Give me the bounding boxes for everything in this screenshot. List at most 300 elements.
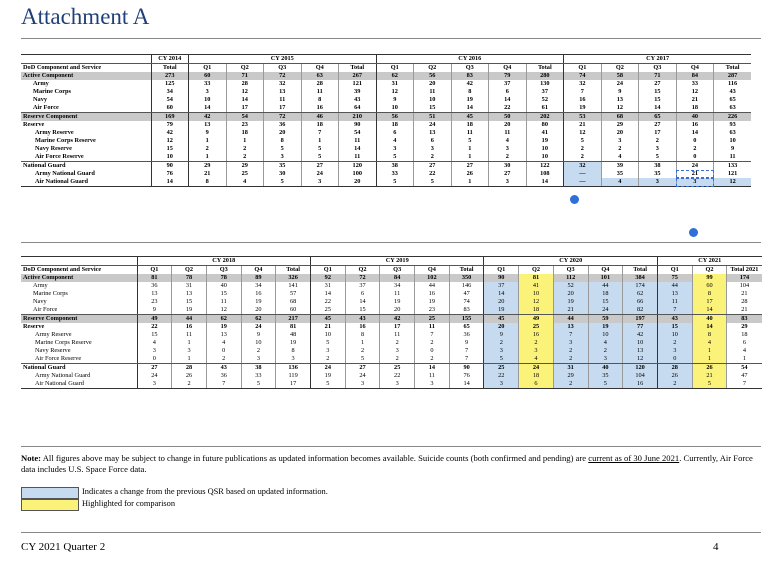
table-cell: 68 bbox=[276, 298, 311, 306]
table-cell: 34 bbox=[151, 88, 189, 96]
table-cell: 1 bbox=[451, 178, 489, 187]
column-header: Q3 bbox=[639, 64, 677, 73]
table-cell: 16 bbox=[172, 323, 207, 331]
column-header: Q1 bbox=[137, 266, 172, 275]
table-cell: 24 bbox=[588, 306, 623, 315]
table-cell: 11 bbox=[264, 96, 302, 104]
table-cell: 9 bbox=[601, 88, 639, 96]
table-cell: 37 bbox=[526, 88, 564, 96]
table-cell: 27 bbox=[451, 162, 489, 171]
table-cell: 11 bbox=[301, 88, 339, 96]
note-date: current as of 30 June 2021 bbox=[588, 453, 680, 463]
table-cell: 34 bbox=[380, 282, 415, 290]
table-cell: 6 bbox=[345, 290, 380, 298]
table-cell: 10 bbox=[714, 137, 752, 145]
table-cell: 2 bbox=[564, 145, 602, 153]
table-cell: 40 bbox=[206, 282, 241, 290]
table-cell: 42 bbox=[151, 129, 189, 137]
table-cell: 267 bbox=[339, 72, 377, 80]
table-cell: 14 bbox=[226, 96, 264, 104]
table-row bbox=[21, 72, 751, 80]
table-cell: 24 bbox=[414, 121, 452, 129]
table-cell: 37 bbox=[345, 282, 380, 290]
table-cell: 2 bbox=[414, 153, 452, 162]
table-cell: 12 bbox=[564, 129, 602, 137]
column-header: Total bbox=[623, 266, 658, 275]
table-cell: 18 bbox=[376, 121, 414, 129]
table-cell: 27 bbox=[639, 80, 677, 88]
table-cell: 10 bbox=[526, 145, 564, 153]
table-cell: 19 bbox=[276, 339, 311, 347]
table-cell: 21 bbox=[676, 170, 714, 178]
table-cell: 21 bbox=[553, 306, 588, 315]
table-cell: 15 bbox=[639, 88, 677, 96]
table-cell: 22 bbox=[380, 372, 415, 380]
table-cell: 2 bbox=[657, 380, 692, 389]
table-cell: 22 bbox=[137, 323, 172, 331]
column-header: Q2 bbox=[414, 64, 452, 73]
table-cell: 11 bbox=[451, 129, 489, 137]
table-cell: 2 bbox=[564, 153, 602, 162]
row-label: Marine Corps bbox=[33, 290, 68, 297]
table-cell: 104 bbox=[727, 282, 762, 290]
table-cell: 16 bbox=[564, 96, 602, 104]
table-cell: 18 bbox=[226, 129, 264, 137]
table-cell: 17 bbox=[639, 129, 677, 137]
table-cell: 42 bbox=[623, 331, 658, 339]
table-cell: 37 bbox=[489, 80, 527, 88]
table-cell: 10 bbox=[189, 96, 227, 104]
table-cell: 14 bbox=[151, 178, 189, 187]
column-header: Q1 bbox=[189, 64, 227, 73]
table-cell: 60 bbox=[151, 104, 189, 113]
table-cell: 133 bbox=[714, 162, 752, 171]
table-cell: 197 bbox=[623, 315, 658, 324]
table-cell: 27 bbox=[414, 162, 452, 171]
table-cell: 28 bbox=[301, 80, 339, 88]
selection-handle-icon[interactable] bbox=[570, 195, 579, 204]
row-label: Marine Corps bbox=[33, 88, 71, 95]
table-cell: 90 bbox=[339, 121, 377, 129]
table-cell: 12 bbox=[519, 298, 554, 306]
table-cell: 1 bbox=[189, 137, 227, 145]
table-cell: 17 bbox=[276, 380, 311, 389]
table-cell: 4 bbox=[727, 347, 762, 355]
table-cell: 26 bbox=[692, 364, 727, 373]
table-cell: 8 bbox=[451, 88, 489, 96]
legend-swatch-highlight bbox=[21, 499, 79, 511]
table-cell: 17 bbox=[264, 104, 302, 113]
table-cell: 2 bbox=[310, 355, 345, 364]
table-cell: 62 bbox=[241, 315, 276, 324]
table-cell: 2 bbox=[484, 339, 519, 347]
table-cell: 2 bbox=[380, 355, 415, 364]
year-header: CY 2017 bbox=[564, 55, 752, 64]
table-cell: 3 bbox=[484, 380, 519, 389]
table-cell: 3 bbox=[657, 347, 692, 355]
table-cell: 13 bbox=[264, 88, 302, 96]
row-label: Air Force Reserve bbox=[21, 355, 137, 364]
corner-cell bbox=[21, 257, 137, 266]
table-cell: 35 bbox=[639, 170, 677, 178]
table-cell: 26 bbox=[172, 372, 207, 380]
table-cell: 25 bbox=[519, 323, 554, 331]
table-cell: 71 bbox=[639, 72, 677, 80]
table-cell: 63 bbox=[714, 104, 752, 113]
table-cell: 1 bbox=[189, 153, 227, 162]
table-cell: 53 bbox=[564, 113, 602, 122]
table-cell: 125 bbox=[151, 80, 189, 88]
column-header-row bbox=[21, 64, 751, 73]
table-cell: 24 bbox=[310, 364, 345, 373]
table-cell: 122 bbox=[526, 162, 564, 171]
table-cell: 7 bbox=[449, 347, 484, 355]
corner-cell bbox=[21, 55, 151, 64]
table-cell: 19 bbox=[380, 298, 415, 306]
table-cell: 44 bbox=[588, 282, 623, 290]
table-cell: 5 bbox=[301, 145, 339, 153]
column-header: Q4 bbox=[676, 64, 714, 73]
row-label: Active Component bbox=[21, 72, 151, 80]
table-cell: 83 bbox=[449, 306, 484, 315]
table-row bbox=[21, 162, 751, 171]
footer-quarter: CY 2021 Quarter 2 bbox=[21, 541, 106, 553]
row-label: Army bbox=[33, 80, 49, 87]
table-cell: 13 bbox=[657, 290, 692, 298]
table-cell: 12 bbox=[151, 137, 189, 145]
table-cell: 65 bbox=[714, 96, 752, 104]
table-cell: 30 bbox=[489, 162, 527, 171]
table-cell: 2 bbox=[657, 339, 692, 347]
table-cell: 19 bbox=[526, 137, 564, 145]
table-cell: 273 bbox=[151, 72, 189, 80]
table-divider bbox=[21, 242, 761, 243]
table-cell: 68 bbox=[601, 113, 639, 122]
table-row bbox=[21, 323, 762, 331]
table-cell: 22 bbox=[484, 372, 519, 380]
table-cell: 45 bbox=[310, 315, 345, 324]
table-cell: 1 bbox=[727, 355, 762, 364]
table-cell: 35 bbox=[264, 162, 302, 171]
table-cell: 20 bbox=[553, 290, 588, 298]
table-cell: 12 bbox=[226, 88, 264, 96]
table-cell: 29 bbox=[601, 121, 639, 129]
table-cell: 3 bbox=[489, 145, 527, 153]
row-label: Marine Corps Reserve bbox=[35, 339, 92, 346]
table-cell: 7 bbox=[415, 331, 450, 339]
table-cell: 5 bbox=[564, 137, 602, 145]
row-label: Air National Guard bbox=[21, 380, 137, 389]
table-cell: 36 bbox=[264, 121, 302, 129]
table-cell: 11 bbox=[657, 298, 692, 306]
table-row bbox=[21, 145, 751, 153]
table-cell: 81 bbox=[519, 274, 554, 282]
table-cell: 3 bbox=[639, 178, 677, 187]
table-cell: 20 bbox=[241, 306, 276, 315]
table-row bbox=[21, 380, 762, 389]
page-number: 4 bbox=[713, 541, 719, 553]
table-cell: 1 bbox=[172, 339, 207, 347]
table-cell: 20 bbox=[484, 298, 519, 306]
table-cell: 10 bbox=[376, 104, 414, 113]
table-cell: 13 bbox=[189, 121, 227, 129]
table-row bbox=[21, 80, 751, 88]
column-header: Q1 bbox=[376, 64, 414, 73]
table-cell: 9 bbox=[241, 331, 276, 339]
selection-handle-icon[interactable] bbox=[689, 228, 698, 237]
table-cell: 24 bbox=[301, 170, 339, 178]
table-cell: 102 bbox=[415, 274, 450, 282]
table-cell: 54 bbox=[151, 96, 189, 104]
table-cell: 27 bbox=[639, 121, 677, 129]
table-cell: 40 bbox=[676, 113, 714, 122]
row-label: Air Force bbox=[21, 104, 151, 113]
table-cell: 19 bbox=[588, 323, 623, 331]
table-cell: 6 bbox=[727, 339, 762, 347]
table-cell: 32 bbox=[264, 80, 302, 88]
table-cell: 27 bbox=[489, 170, 527, 178]
table-cell: 44 bbox=[553, 315, 588, 324]
table-cell: — bbox=[564, 178, 602, 187]
table-cell: 38 bbox=[376, 162, 414, 171]
table-cell: 57 bbox=[276, 290, 311, 298]
table-cell: 19 bbox=[415, 298, 450, 306]
table-cell: 24 bbox=[519, 364, 554, 373]
table-cell: 36 bbox=[206, 372, 241, 380]
row-label: Army Reserve bbox=[35, 129, 74, 136]
table-cell: 1 bbox=[692, 347, 727, 355]
table-cell: 35 bbox=[601, 170, 639, 178]
table-cell: 287 bbox=[714, 72, 752, 80]
row-label: Army National Guard bbox=[35, 170, 95, 177]
table-cell: 21 bbox=[564, 121, 602, 129]
table-cell: 19 bbox=[172, 306, 207, 315]
table-cell: 3 bbox=[380, 380, 415, 389]
table-cell: 32 bbox=[564, 162, 602, 171]
table-cell: 3 bbox=[276, 355, 311, 364]
table-cell: 14 bbox=[339, 145, 377, 153]
table-cell: 6 bbox=[519, 380, 554, 389]
row-label: National Guard bbox=[23, 162, 66, 169]
table-cell: 26 bbox=[657, 372, 692, 380]
table-row bbox=[21, 96, 751, 104]
table-cell: 12 bbox=[676, 88, 714, 96]
table-cell: 3 bbox=[376, 145, 414, 153]
table-cell: 65 bbox=[449, 323, 484, 331]
table-cell: 101 bbox=[588, 274, 623, 282]
table-cell: 11 bbox=[339, 153, 377, 162]
table-cell: 5 bbox=[301, 153, 339, 162]
table-cell: 22 bbox=[489, 104, 527, 113]
table-row bbox=[21, 315, 762, 324]
table-cell: 13 bbox=[206, 331, 241, 339]
table-cell: 3 bbox=[484, 347, 519, 355]
table-cell: 14 bbox=[526, 178, 564, 187]
table-row bbox=[21, 274, 762, 282]
table-cell: 14 bbox=[189, 104, 227, 113]
table-cell: 8 bbox=[301, 96, 339, 104]
table-cell: 3 bbox=[241, 355, 276, 364]
table-cell: 5 bbox=[414, 178, 452, 187]
table-cell: 4 bbox=[226, 178, 264, 187]
table-cell: 6 bbox=[414, 137, 452, 145]
row-label: Navy Reserve bbox=[35, 347, 71, 354]
table-cell: 19 bbox=[451, 96, 489, 104]
table-cell: 34 bbox=[241, 282, 276, 290]
table-cell: 58 bbox=[601, 72, 639, 80]
table-cell: 61 bbox=[526, 104, 564, 113]
table-cell: 42 bbox=[189, 113, 227, 122]
table-row bbox=[21, 364, 762, 373]
table-cell: 4 bbox=[692, 339, 727, 347]
table-cell: 3 bbox=[345, 380, 380, 389]
table-cell: 174 bbox=[727, 274, 762, 282]
column-header: Q4 bbox=[489, 64, 527, 73]
table-cell: 3 bbox=[137, 380, 172, 389]
table-cell: 9 bbox=[449, 339, 484, 347]
table-cell: 18 bbox=[519, 306, 554, 315]
table-cell: 116 bbox=[714, 80, 752, 88]
column-header: Total bbox=[449, 266, 484, 275]
table-cell: 19 bbox=[564, 104, 602, 113]
table-cell: 54 bbox=[727, 364, 762, 373]
table-row bbox=[21, 129, 751, 137]
year-header-row bbox=[21, 55, 751, 64]
row-label: Navy bbox=[33, 96, 47, 103]
table-cell: 16 bbox=[623, 380, 658, 389]
table-cell: 14 bbox=[676, 129, 714, 137]
table-cell: 54 bbox=[339, 129, 377, 137]
table-cell: 19 bbox=[206, 323, 241, 331]
table-cell: 92 bbox=[310, 274, 345, 282]
table-cell: 326 bbox=[276, 274, 311, 282]
table-cell: 5 bbox=[376, 178, 414, 187]
note-text bbox=[21, 453, 761, 474]
table-cell: 14 bbox=[692, 323, 727, 331]
table-cell: 33 bbox=[241, 372, 276, 380]
table-cell: 121 bbox=[714, 170, 752, 178]
column-header: Total bbox=[526, 64, 564, 73]
table-cell: 20 bbox=[484, 323, 519, 331]
table-cell: 9 bbox=[714, 145, 752, 153]
column-header: Q2 bbox=[226, 64, 264, 73]
table-cell: 210 bbox=[339, 113, 377, 122]
table-cell: 23 bbox=[226, 121, 264, 129]
table-cell: 15 bbox=[151, 145, 189, 153]
table-cell: 18 bbox=[301, 121, 339, 129]
table-cell: 99 bbox=[692, 274, 727, 282]
table-cell: 50 bbox=[489, 113, 527, 122]
table-cell: 84 bbox=[676, 72, 714, 80]
table-cell: 9 bbox=[484, 331, 519, 339]
column-header-row bbox=[21, 266, 762, 275]
table-cell: 62 bbox=[623, 290, 658, 298]
column-header: Total bbox=[714, 64, 752, 73]
column-header: Q3 bbox=[206, 266, 241, 275]
table-cell: 79 bbox=[151, 121, 189, 129]
table-cell: 169 bbox=[151, 113, 189, 122]
table-cell: 25 bbox=[226, 170, 264, 178]
table-cell: 4 bbox=[137, 339, 172, 347]
table-cell: 26 bbox=[451, 170, 489, 178]
table-cell: 25 bbox=[310, 306, 345, 315]
page-title: Attachment A bbox=[21, 4, 150, 29]
table-cell: 21 bbox=[189, 170, 227, 178]
table-cell: 12 bbox=[623, 355, 658, 364]
table-cell: 16 bbox=[241, 290, 276, 298]
table-cell: 43 bbox=[206, 364, 241, 373]
table-cell: 119 bbox=[276, 372, 311, 380]
table-cell: 2 bbox=[415, 355, 450, 364]
table-cell: 52 bbox=[553, 282, 588, 290]
table-row bbox=[21, 104, 751, 113]
note-body-end: . Currently, Air Force data includes U.S. Space Force data. bbox=[21, 453, 753, 474]
table-cell: 76 bbox=[449, 372, 484, 380]
table-cell: 74 bbox=[449, 298, 484, 306]
table-cell: 16 bbox=[415, 290, 450, 298]
table-cell: 38 bbox=[639, 162, 677, 171]
table-cell: 39 bbox=[601, 162, 639, 171]
table-cell: 14 bbox=[489, 96, 527, 104]
table-cell: 14 bbox=[449, 380, 484, 389]
table-cell: 72 bbox=[264, 72, 302, 80]
table-cell: 8 bbox=[276, 347, 311, 355]
legend-text-highlight: Highlighted for comparison bbox=[82, 499, 176, 508]
table-row bbox=[21, 331, 762, 339]
table-row bbox=[21, 121, 751, 129]
table-cell: 49 bbox=[137, 315, 172, 324]
year-header: CY 2021 bbox=[657, 257, 761, 266]
table-cell: 10 bbox=[241, 339, 276, 347]
table-cell: 56 bbox=[414, 72, 452, 80]
table-cell: 146 bbox=[449, 282, 484, 290]
column-header: Q1 bbox=[657, 266, 692, 275]
table-cell: 18 bbox=[451, 121, 489, 129]
year-header: CY 2019 bbox=[310, 257, 483, 266]
table-cell: 49 bbox=[519, 315, 554, 324]
table-row bbox=[21, 178, 751, 187]
table-cell: 15 bbox=[172, 298, 207, 306]
table-cell: 15 bbox=[657, 323, 692, 331]
table-cell: 11 bbox=[380, 331, 415, 339]
table-cell: 0 bbox=[676, 153, 714, 162]
table-cell: 13 bbox=[553, 323, 588, 331]
table-cell: 5 bbox=[484, 355, 519, 364]
note-body: All figures above may be subject to change in future publications as updated information becomes available. Suicide counts (both confirmed and pending) are bbox=[41, 453, 589, 463]
table-cell: 6 bbox=[376, 129, 414, 137]
column-header: Q3 bbox=[451, 64, 489, 73]
table-cell: 202 bbox=[526, 113, 564, 122]
table-cell: 10 bbox=[519, 290, 554, 298]
table-cell: 16 bbox=[519, 331, 554, 339]
table-cell: 5 bbox=[310, 339, 345, 347]
table-cell: 43 bbox=[345, 315, 380, 324]
table-cell: 12 bbox=[601, 104, 639, 113]
table-cell: 0 bbox=[137, 355, 172, 364]
table-cell: 11 bbox=[172, 331, 207, 339]
table-cell: 25 bbox=[380, 364, 415, 373]
table-cell: 17 bbox=[692, 298, 727, 306]
table-cell: 5 bbox=[241, 380, 276, 389]
table-cell: 60 bbox=[276, 306, 311, 315]
table-cell: 3 bbox=[676, 178, 714, 187]
table-cell: 39 bbox=[339, 88, 377, 96]
table-cell: 3 bbox=[301, 178, 339, 187]
table-cell: 60 bbox=[692, 282, 727, 290]
table-cell: 2 bbox=[226, 153, 264, 162]
table-cell: 71 bbox=[226, 72, 264, 80]
table-cell: 3 bbox=[310, 347, 345, 355]
